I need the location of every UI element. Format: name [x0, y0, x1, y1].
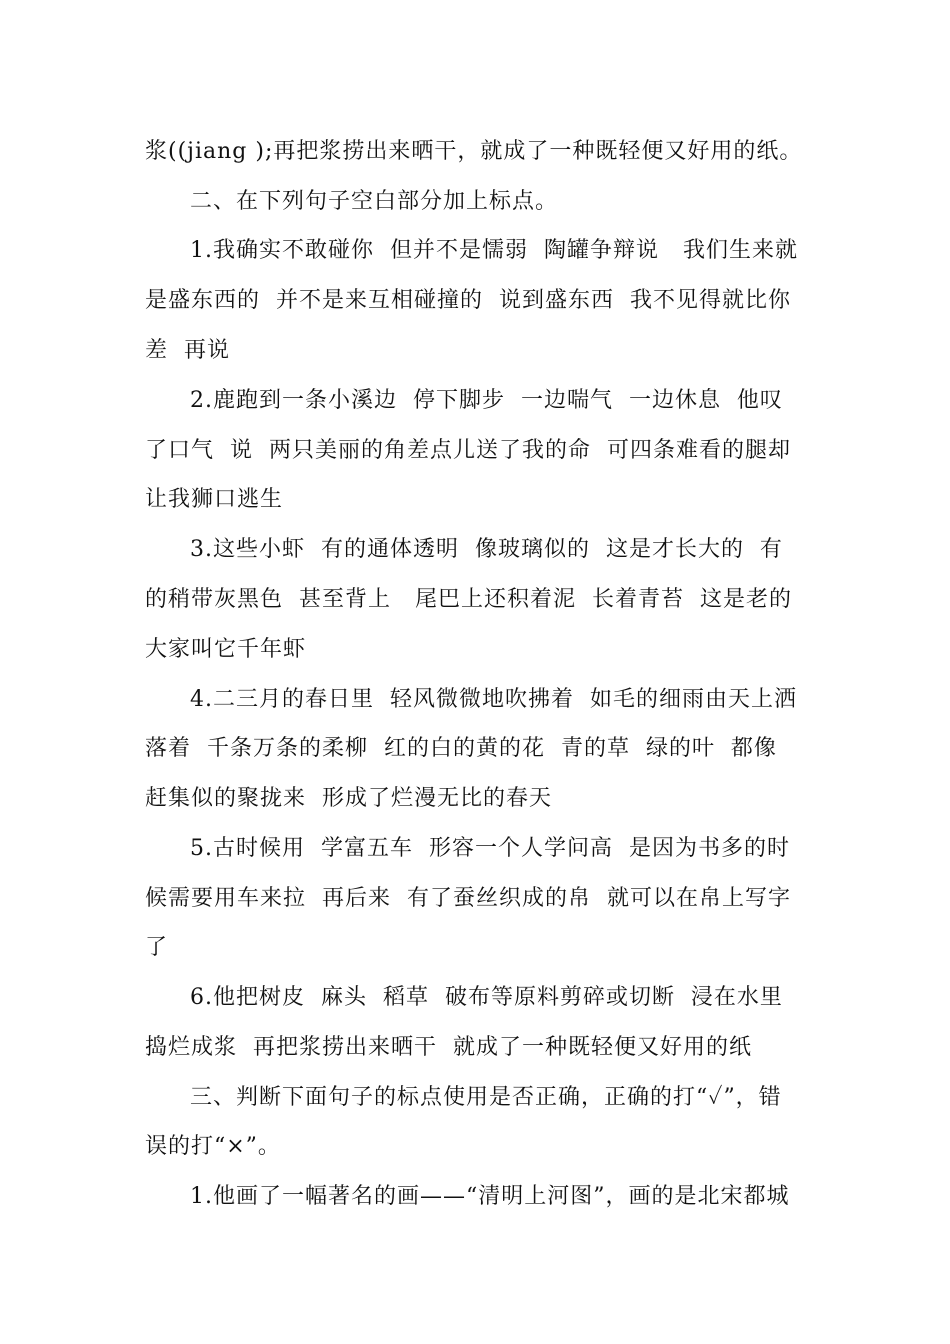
- question-6-line-2: 捣烂成浆 再把浆捞出来晒干 就成了一种既轻便又好用的纸: [145, 1035, 752, 1060]
- question-2-line-3: 让我狮口逃生: [145, 487, 284, 512]
- question-3-line-1: 3.这些小虾 有的通体透明 像玻璃似的 这是才长大的 有: [190, 537, 783, 562]
- question-1-line-1: 1.我确实不敢碰你 但并不是懦弱 陶罐争辩说 我们生来就: [190, 238, 798, 263]
- text-line-1: 浆((jiang );再把浆捞出来晒干，就成了一种既轻便又好用的纸。: [145, 139, 803, 164]
- question-1-line-3: 差 再说: [145, 338, 230, 363]
- question-5-line-2: 候需要用车来拉 再后来 有了蚕丝织成的帛 就可以在帛上写字: [145, 886, 791, 911]
- question-4-line-1: 4.二三月的春日里 轻风微微地吹拂着 如毛的细雨由天上洒: [190, 687, 797, 712]
- question-1-line-2: 是盛东西的 并不是来互相碰撞的 说到盛东西 我不见得就比你: [145, 288, 791, 313]
- section-heading-2: 二、在下列句子空白部分加上标点。: [190, 189, 559, 214]
- question-5-line-3: 了: [145, 935, 169, 960]
- question-4-line-3: 赶集似的聚拢来 形成了烂漫无比的春天: [145, 786, 552, 811]
- section-heading-3-line-1: 三、判断下面句子的标点使用是否正确，正确的打“✓”，错: [190, 1085, 782, 1110]
- question-3-line-3: 大家叫它千年虾: [145, 637, 307, 662]
- question-5-line-1: 5.古时候用 学富五车 形容一个人学问高 是因为书多的时: [190, 836, 790, 861]
- judgement-1-line-1: 1.他画了一幅著名的画——“清明上河图”，画的是北宋都城: [190, 1184, 790, 1209]
- question-3-line-2: 的稍带灰黑色 甚至背上 尾巴上还积着泥 长着青苔 这是老的: [145, 587, 792, 612]
- question-2-line-2: 了口气 说 两只美丽的角差点儿送了我的命 可四条难看的腿却: [145, 438, 791, 463]
- question-2-line-1: 2.鹿跑到一条小溪边 停下脚步 一边喘气 一边休息 他叹: [190, 388, 783, 413]
- section-heading-3-line-2: 误的打“×”。: [145, 1134, 281, 1159]
- question-6-line-1: 6.他把树皮 麻头 稻草 破布等原料剪碎或切断 浸在水里: [190, 985, 783, 1010]
- question-4-line-2: 落着 千条万条的柔柳 红的白的黄的花 青的草 绿的叶 都像: [145, 736, 777, 761]
